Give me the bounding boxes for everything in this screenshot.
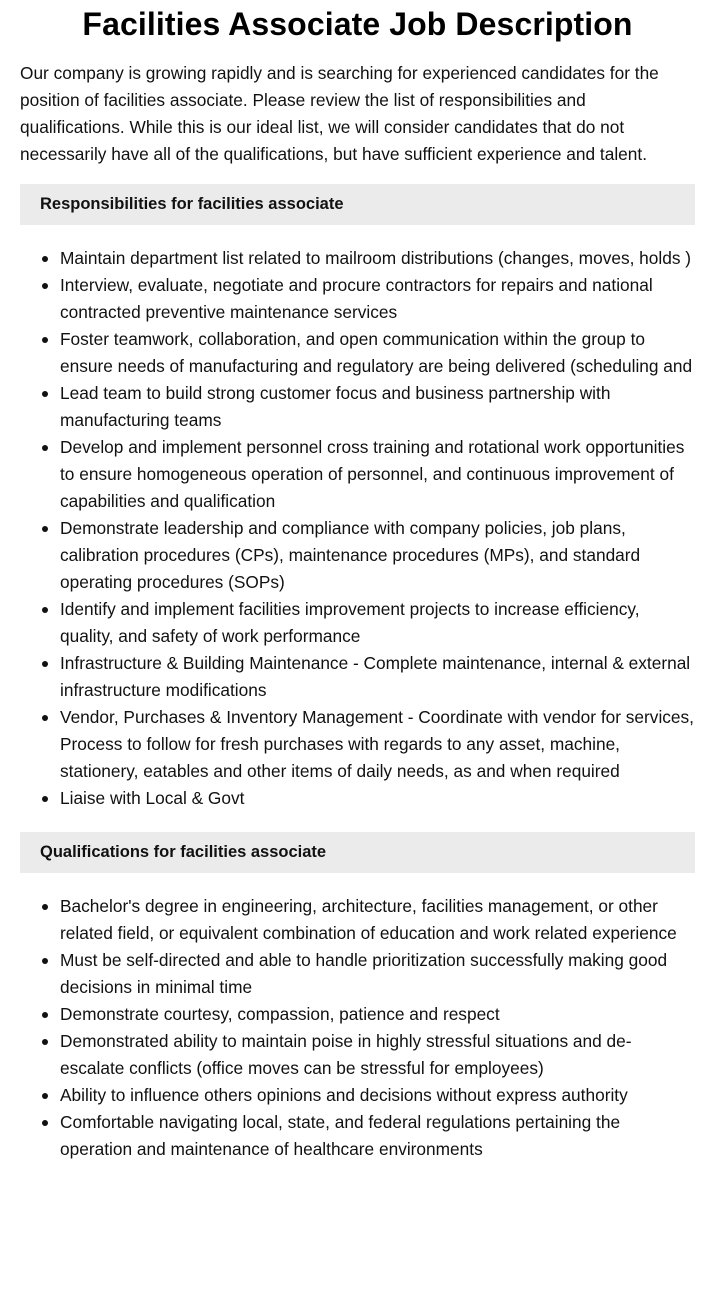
list-item: Foster teamwork, collaboration, and open communication within the group to ensure needs of manufacturing and regulatory are being delivered (scheduling and: [60, 326, 695, 380]
list-item: Infrastructure & Building Maintenance - Complete maintenance, internal & external infrastructure modifications: [60, 650, 695, 704]
responsibilities-heading: Responsibilities for facilities associate: [20, 184, 695, 225]
bullet-icon: [42, 661, 48, 667]
bullet-icon: [42, 1120, 48, 1126]
list-item: Comfortable navigating local, state, and federal regulations pertaining the operation and maintenance of healthcare environments: [60, 1109, 695, 1163]
bullet-icon: [42, 715, 48, 721]
bullet-icon: [42, 1012, 48, 1018]
bullet-icon: [42, 1093, 48, 1099]
qualifications-list: [20, 893, 695, 1163]
bullet-icon: [42, 796, 48, 802]
bullet-icon: [42, 526, 48, 532]
list-item: Must be self-directed and able to handle prioritization successfully making good decisions in minimal time: [60, 947, 695, 1001]
list-item: Interview, evaluate, negotiate and procure contractors for repairs and national contracted preventive maintenance services: [60, 272, 695, 326]
list-item: Maintain department list related to mailroom distributions (changes, moves, holds ): [60, 245, 695, 272]
responsibilities-list: [20, 245, 695, 812]
bullet-icon: [42, 445, 48, 451]
bullet-icon: [42, 1039, 48, 1045]
list-item: Bachelor's degree in engineering, architecture, facilities management, or other related field, or equivalent combination of education and work related experience: [60, 893, 695, 947]
list-item: Identify and implement facilities improvement projects to increase efficiency, quality, and safety of work performance: [60, 596, 695, 650]
qualifications-heading: Qualifications for facilities associate: [20, 832, 695, 873]
list-item: Liaise with Local & Govt: [60, 785, 695, 812]
list-item: Ability to influence others opinions and decisions without express authority: [60, 1082, 695, 1109]
bullet-icon: [42, 958, 48, 964]
bullet-icon: [42, 337, 48, 343]
list-item: Vendor, Purchases & Inventory Management - Coordinate with vendor for services, Process to follow for fresh purchases with regards to any asset, machine, stationery, eatables and other items of daily needs, as and when required: [60, 704, 695, 785]
list-item: Develop and implement personnel cross training and rotational work opportunities to ensure homogeneous operation of personnel, and continuous improvement of capabilities and qualification: [60, 434, 695, 515]
intro-paragraph: Our company is growing rapidly and is searching for experienced candidates for the position of facilities associate. Please review the list of responsibilities and qualifications. While this is our ideal list, we will consider candidates that do not necessarily have all of the qualifications, but have sufficient experience and talent.: [20, 63, 659, 164]
bullet-icon: [42, 607, 48, 613]
list-item: Demonstrated ability to maintain poise in highly stressful situations and de-escalate conflicts (office moves can be stressful for employees): [60, 1028, 695, 1082]
list-item: Demonstrate leadership and compliance with company policies, job plans, calibration procedures (CPs), maintenance procedures (MPs), and standard operating procedures (SOPs): [60, 515, 695, 596]
page-title: Facilities Associate Job Description: [82, 6, 633, 42]
bullet-icon: [42, 904, 48, 910]
bullet-icon: [42, 391, 48, 397]
list-item: Demonstrate courtesy, compassion, patience and respect: [60, 1001, 695, 1028]
list-item: Lead team to build strong customer focus and business partnership with manufacturing teams: [60, 380, 695, 434]
bullet-icon: [42, 256, 48, 262]
bullet-icon: [42, 283, 48, 289]
